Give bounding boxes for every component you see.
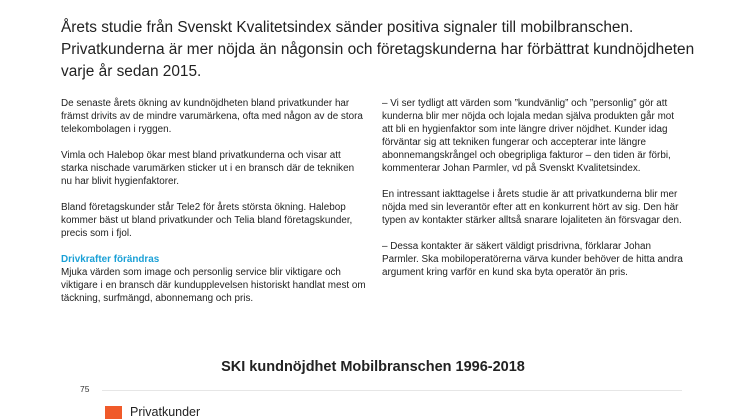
section-subheading: Drivkrafter förändras <box>61 254 160 265</box>
paragraph: – Dessa kontakter är säkert väldigt prisdrivna, förklarar Johan Parmler. Ska mobiloperatörerna värva kunder behöver de hitta andra argument kring varför en kund ska byta operatör än pris. <box>382 241 683 278</box>
paragraph: Vimla och Halebop ökar mest bland privatkunderna och visar att starka nischade varumärken sticker ut i en bransch där de tekniken nu har blivit hygienfaktorer. <box>61 150 355 187</box>
paragraph: En intressant iakttagelse i årets studie är att privatkunderna blir mer nöjda med sin leverantör efter att en konkurrent hört av sig. Den här typen av kontakter stärker alltså snarare lojaliteten än försvagar den. <box>382 189 682 226</box>
paragraph: De senaste årets ökning av kundnöjdheten bland privatkunder har främst drivits av de mindre varumärkena, ofta med någon av de stora telekombolagen i ryggen. <box>61 98 363 135</box>
chart-gridline <box>102 390 682 391</box>
article-column-left <box>61 97 366 305</box>
chart-legend <box>105 404 200 420</box>
paragraph: – Vi ser tydligt att värden som ”kundvänlig” och ”personlig” gör att kunderna blir mer nöjda och lojala medan själva produkten går mot att bli en hygienfaktor som inte längre driver nöjdhet. Kunder idag förväntar sig att tekniken fungerar och accepterar inte längre abonnemangskrångel och obegripliga fakturor – den tiden är förbi, kommenterar Johan Parmler, vd på Svenskt Kvalitetsindex. <box>382 98 675 174</box>
lead-paragraph: Årets studie från Svenskt Kvalitetsindex sänder positiva signaler till mobilbranschen. Privatkunderna är mer nöjda än någonsin och företagskunderna har förbättrat kundnöjdheten varje år sedan 2015. <box>61 19 695 80</box>
legend-swatch <box>105 406 122 419</box>
paragraph: Mjuka värden som image och personlig service blir viktigare och viktigare i en bransch där kundupplevelsen historiskt handlat mest om täckning, surfmängd, abonnemang och pris. <box>61 267 366 304</box>
paragraph: Bland företagskunder står Tele2 för årets största ökning. Halebop kommer bäst ut bland privatkunder och Telia bland företagskunder, precis som i fjol. <box>61 202 353 239</box>
chart-title: SKI kundnöjdhet Mobilbranschen 1996-2018 <box>221 359 525 375</box>
legend-label: Privatkunder <box>130 405 201 419</box>
y-axis-tick-label: 75 <box>80 384 90 394</box>
article-column-right <box>382 97 687 279</box>
